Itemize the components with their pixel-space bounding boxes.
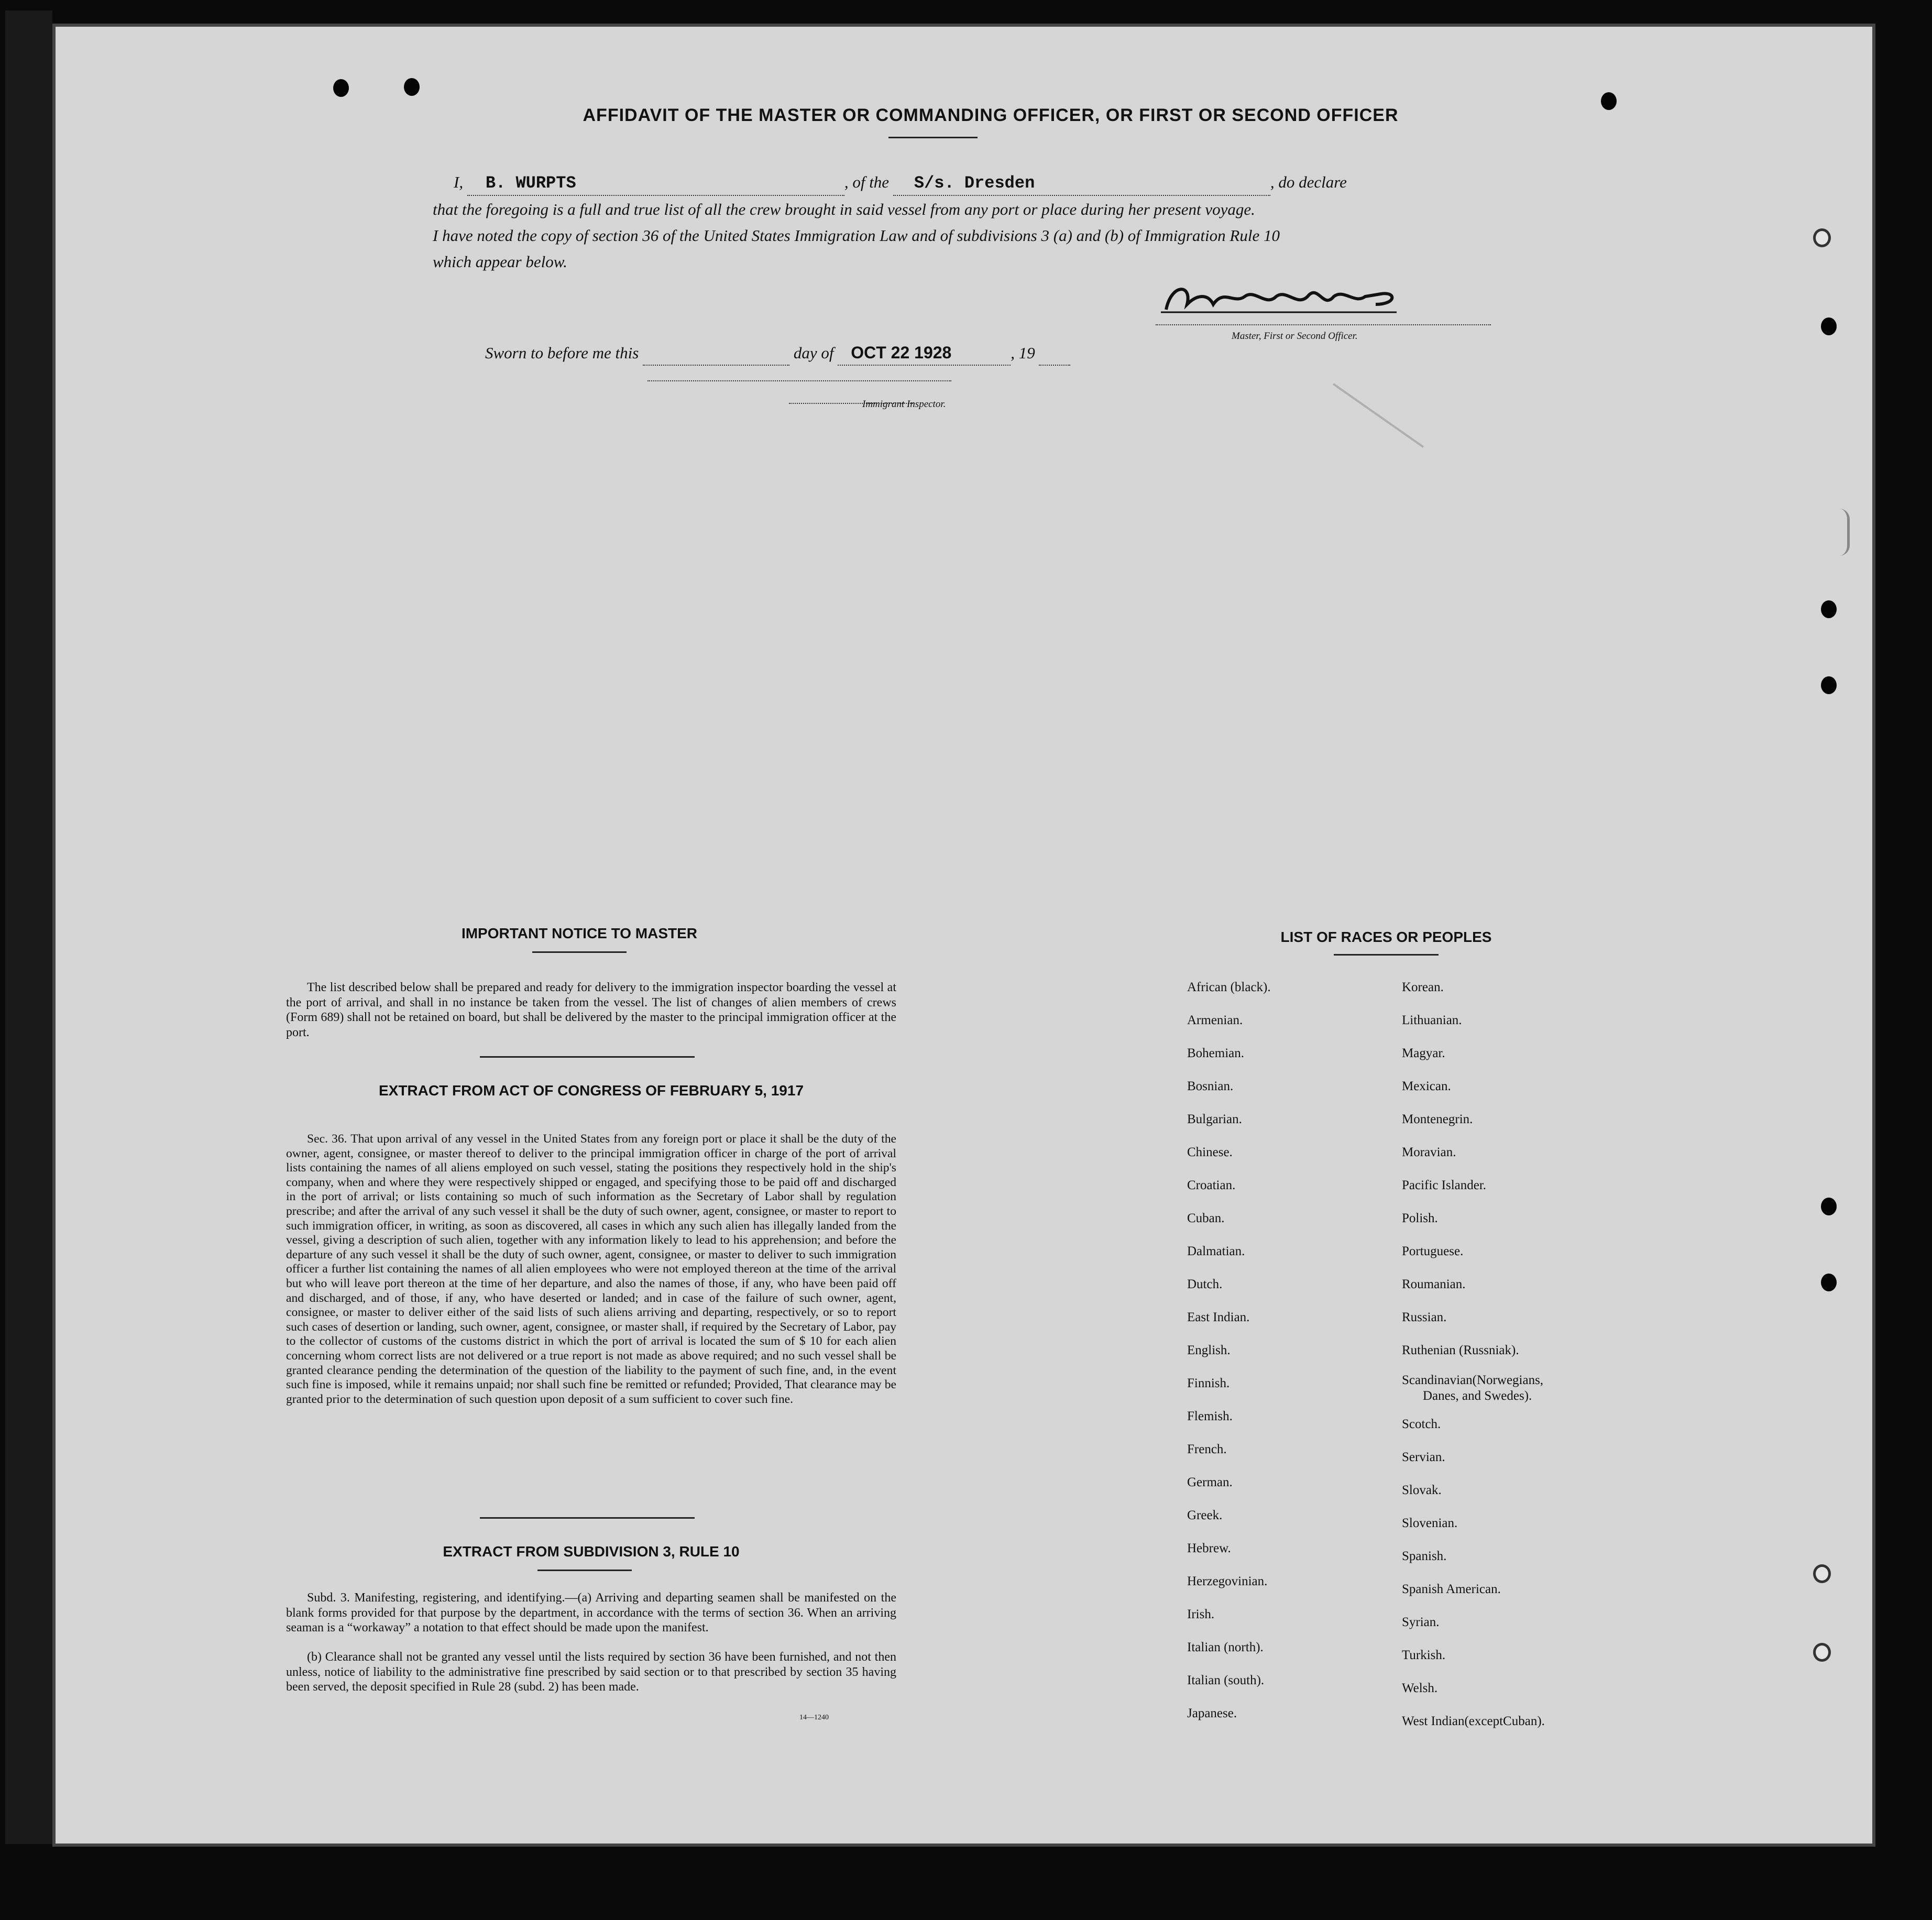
race-item: Russian. (1402, 1310, 1447, 1324)
punch-hole (1821, 1274, 1837, 1291)
race-item: Scandinavian(Norwegians, (1402, 1373, 1544, 1387)
race-item: Danes, and Swedes). (1423, 1389, 1532, 1403)
race-item: Hebrew. (1187, 1541, 1231, 1555)
race-item: Portuguese. (1402, 1244, 1464, 1258)
date-field (838, 341, 1011, 366)
rule-title-rule (537, 1570, 632, 1571)
vessel-field (893, 171, 1270, 196)
punch-hole (404, 78, 420, 96)
race-item: Flemish. (1187, 1409, 1233, 1423)
race-item: Bohemian. (1187, 1046, 1245, 1060)
race-item: Lithuanian. (1402, 1013, 1462, 1027)
year-prefix: , 19 (1011, 344, 1035, 362)
affidavit-prefix: I, (454, 173, 464, 191)
race-item: African (black). (1187, 980, 1271, 994)
sworn-text: Sworn to before me this (485, 344, 639, 362)
affidavit-body-2: I have noted the copy of section 36 of the United States Immigration Law and of subdivisions 3 (a) and (b) of Immigration Rule 10 (433, 226, 1280, 245)
races-rule (1334, 954, 1439, 956)
punch-hole (1601, 92, 1617, 110)
master-name: B. WURPTS (485, 173, 576, 193)
race-item: Italian (north). (1187, 1640, 1264, 1654)
rule-extract-text-b: (b) Clearance shall not be granted any vessel until the lists required by section 36 have been furnished, and not then unless, notice of liability to the administrative fine prescribed by said section or to that prescribed by section 35 having been served, the deposit specified in Rule 28 (subd. 2) has been made. (286, 1650, 896, 1694)
race-item: Armenian. (1187, 1013, 1243, 1027)
punch-hole (333, 79, 349, 97)
race-item: Ruthenian (Russniak). (1402, 1343, 1519, 1357)
sworn-line (485, 341, 1219, 366)
rule-extract-title: EXTRACT FROM SUBDIVISION 3, RULE 10 (443, 1543, 740, 1560)
race-item: Pacific Islander. (1402, 1178, 1487, 1192)
affidavit-body-3: which appear below. (433, 253, 567, 271)
race-item: Herzegovinian. (1187, 1574, 1268, 1588)
day-of-text: day of (793, 344, 834, 362)
punch-hole (1821, 317, 1837, 335)
race-item: Polish. (1402, 1211, 1438, 1225)
date-stamp: OCT 22 1928 (851, 343, 952, 362)
race-item: Japanese. (1187, 1706, 1237, 1720)
affidavit-line-1 (433, 171, 1449, 196)
race-item: Servian. (1402, 1450, 1445, 1464)
race-item: Slovak. (1402, 1483, 1442, 1497)
signature-line (1156, 324, 1491, 325)
race-item: Croatian. (1187, 1178, 1236, 1192)
bleed-through-mark (1826, 509, 1850, 556)
race-item: East Indian. (1187, 1310, 1250, 1324)
race-item: German. (1187, 1475, 1233, 1489)
binder-ring (1813, 1643, 1831, 1662)
race-item: Finnish. (1187, 1376, 1230, 1390)
year-field (1039, 342, 1070, 366)
race-item: Italian (south). (1187, 1673, 1265, 1687)
binder-ring (1813, 1564, 1831, 1583)
race-item: Syrian. (1402, 1615, 1440, 1629)
title-rule (888, 137, 978, 138)
rule-extract-text-a: Subd. 3. Manifesting, registering, and identifying.—(a) Arriving and departing seamen shall be manifested on the blank forms provided for that purpose by the department, in accordance with the terms of section 36. When an arriving seaman is a “workaway” a notation to that effect should be made upon the manifest. (286, 1591, 896, 1634)
inspector-signature-line (647, 380, 951, 381)
race-item: English. (1187, 1343, 1231, 1357)
act-extract-title: EXTRACT FROM ACT OF CONGRESS OF FEBRUARY 5, 1917 (378, 1082, 804, 1099)
punch-hole (1821, 676, 1837, 694)
do-declare-text: , do declare (1270, 173, 1347, 191)
race-item: Turkish. (1402, 1648, 1446, 1662)
race-item: Dutch. (1187, 1277, 1223, 1291)
form-number: 14—1240 (799, 1714, 829, 1721)
race-item: Irish. (1187, 1607, 1215, 1621)
race-item: Korean. (1402, 980, 1444, 994)
race-item: Greek. (1187, 1508, 1223, 1522)
race-item: Spanish American. (1402, 1582, 1501, 1596)
document-sheet (52, 24, 1875, 1847)
act-divider (480, 1517, 695, 1519)
race-item: Cuban. (1187, 1211, 1225, 1225)
bleed-through-mark (1333, 383, 1424, 448)
notice-text: The list described below shall be prepared and ready for delivery to the immigration inspector boarding the vessel at the port of arrival, and shall in no instance be taken from the vessel. The list of changes of alien members of crews (Form 689) shall not be retained on board, but shall be delivered by the master to the principal immigration officer at the port. (286, 981, 896, 1039)
race-item: Dalmatian. (1187, 1244, 1245, 1258)
master-signature (1150, 273, 1412, 331)
notice-divider (480, 1056, 695, 1058)
vessel-name: S/s. Dresden (914, 173, 1035, 193)
race-item: Mexican. (1402, 1079, 1451, 1093)
inspector-caption: Immigrant Inspector. (862, 399, 946, 410)
punch-hole (1821, 1198, 1837, 1215)
race-item: French. (1187, 1442, 1227, 1456)
act-extract-text: Sec. 36. That upon arrival of any vessel in the United States from any foreign port or place it shall be the duty of the owner, agent, consignee, or master thereof to deliver to the principal immigration officer in charge of the port of arrival lists containing the names of all aliens employed on such vessel, stating the positions they respectively hold in the ship's company, when and where they were respectively shipped or engaged, and specifying those to be paid off and discharged in the port of arrival; or lists containing so much of such information as the Secretary of Labor shall by regulation prescribe; and after the arrival of any such vessel it shall be the duty of such owner, agent, consignee, or master to report to such immigration officer, in writing, as soon as discovered, all cases in which any such alien has illegally landed from the vessel, giving a description of such alien, together with any information likely to lead to his apprehension; and before the departure of any such vessel it shall be the duty of such owner, agent, consignee, or master to deliver to such immigration officer a further list containing the names of all alien employees who were not employed thereon at the time of the arrival but who will leave port thereon at the time of her departure, and also the names of those, if any, who have been paid off and discharged, and of those, if any, who have deserted or landed; and in case of the failure of such owner, agent, consignee, or master to deliver either of the said lists of such aliens arriving and departing, respectively, or so to report such cases of desertion or landing, such owner, agent, consignee, or master shall, if required by the Secretary of Labor, pay to the collector of customs of the customs district in which the port of arrival is located the sum of $ 10 for each alien concerning whom correct lists are not delivered or a true report is not made as above required; and no such vessel shall be granted clearance pending the determination of the question of the liability to the payment of such fine, and, in the event such fine is imposed, while it remains unpaid; nor shall such fine be remitted or refunded; Provided, That clearance may be granted prior to the determination of such question upon deposit of a sum sufficient to cover such fine. (286, 1132, 896, 1406)
race-item: West Indian(exceptCuban). (1402, 1714, 1545, 1728)
master-name-field (467, 171, 844, 196)
race-item: Welsh. (1402, 1681, 1438, 1695)
of-the-text: , of the (844, 173, 890, 191)
race-item: Scotch. (1402, 1417, 1441, 1431)
background-page-edge (5, 10, 52, 1844)
punch-hole (1821, 600, 1837, 618)
race-item: Bulgarian. (1187, 1112, 1242, 1126)
affidavit-title: AFFIDAVIT OF THE MASTER OR COMMANDING OFFICER, OR FIRST OR SECOND OFFICER (583, 105, 1399, 125)
race-item: Slovenian. (1402, 1516, 1458, 1530)
notice-title: IMPORTANT NOTICE TO MASTER (461, 925, 698, 941)
notice-rule (532, 951, 627, 953)
race-item: Chinese. (1187, 1145, 1233, 1159)
sworn-day-field (643, 342, 789, 366)
race-item: Bosnian. (1187, 1079, 1234, 1093)
binder-ring (1813, 228, 1831, 247)
races-title: LIST OF RACES OR PEOPLES (1280, 929, 1492, 945)
race-item: Montenegrin. (1402, 1112, 1473, 1126)
race-item: Moravian. (1402, 1145, 1456, 1159)
race-item: Roumanian. (1402, 1277, 1466, 1291)
race-item: Magyar. (1402, 1046, 1445, 1060)
affidavit-body-1: that the foregoing is a full and true list of all the crew brought in said vessel from any port or place during her present voyage. (433, 200, 1255, 218)
race-item: Spanish. (1402, 1549, 1447, 1563)
signature-caption: Master, First or Second Officer. (1232, 331, 1358, 342)
